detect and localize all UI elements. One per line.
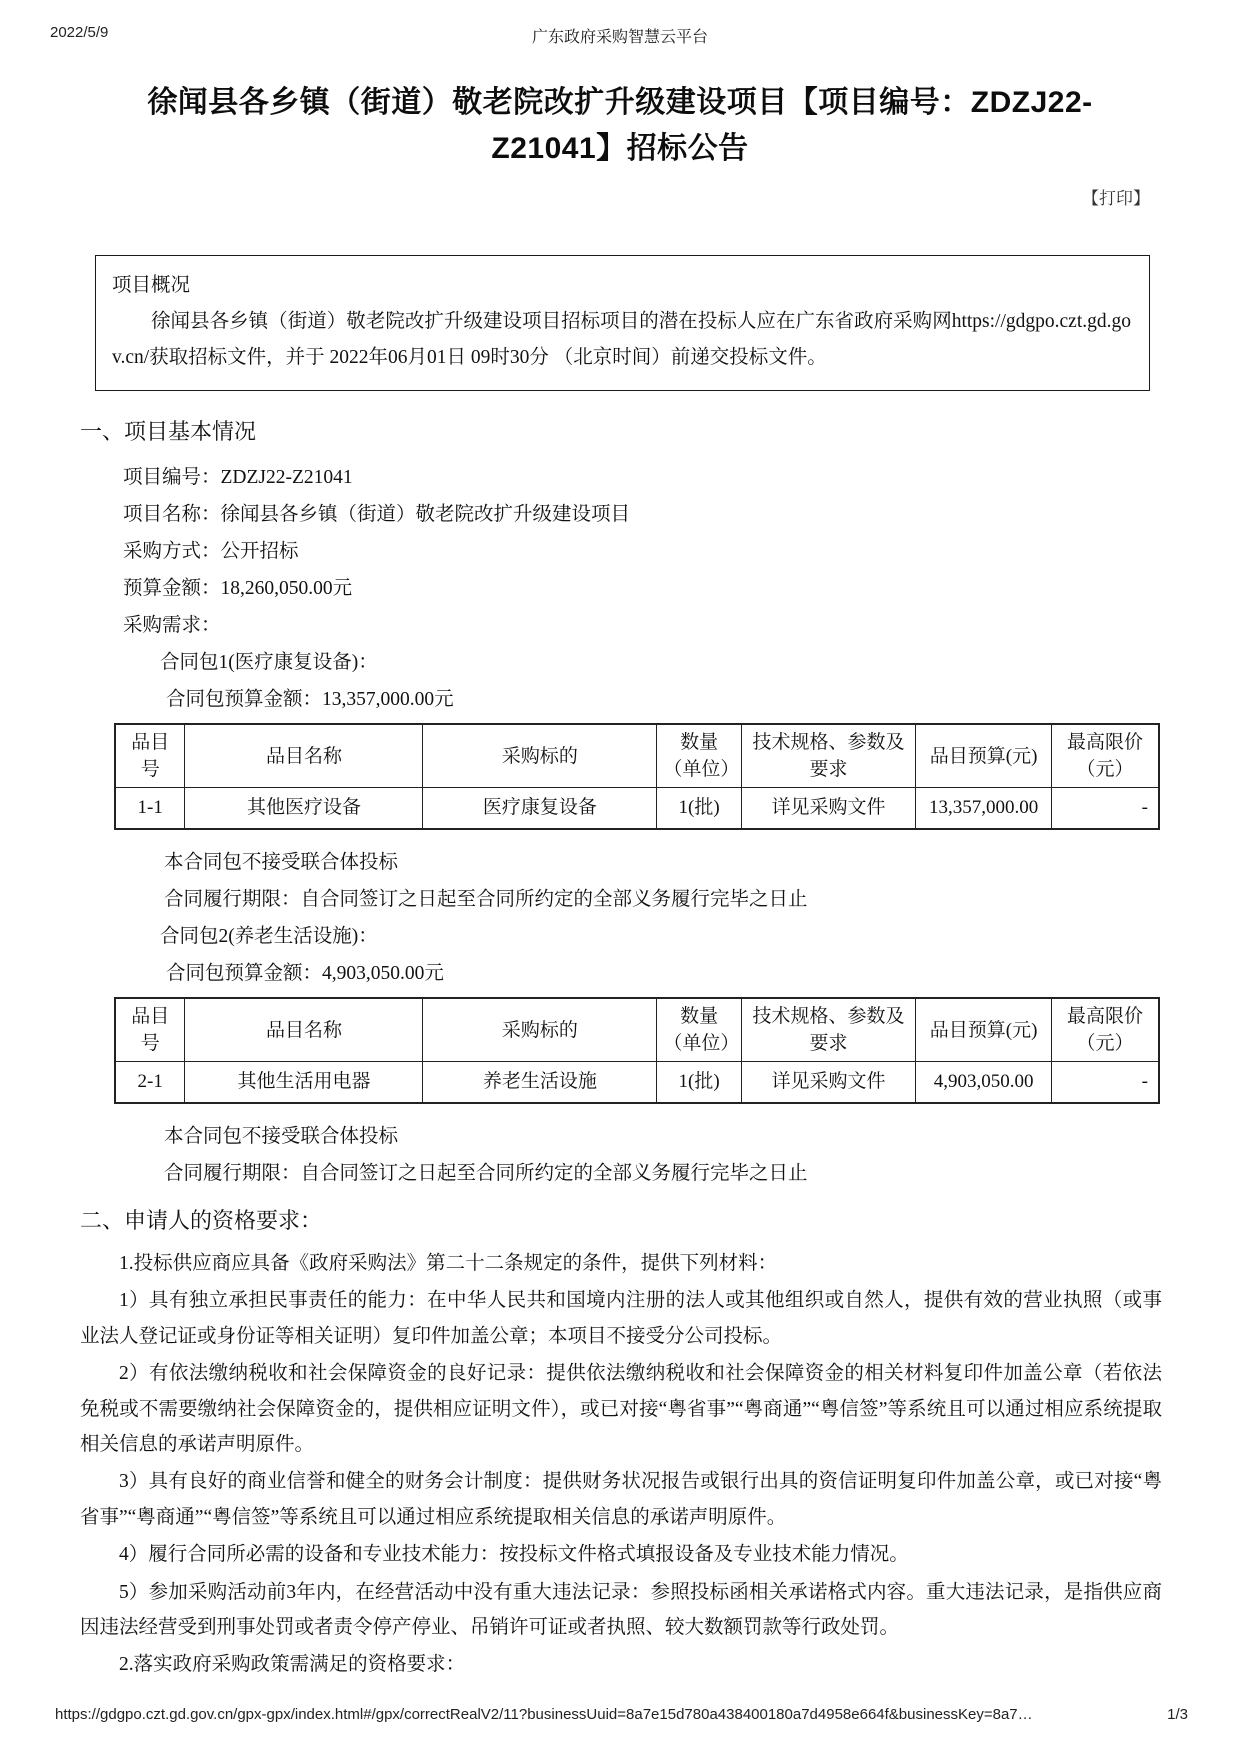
table-row <box>115 1062 1159 1104</box>
cell-procurement-target: 医疗康复设备 <box>423 788 657 830</box>
package-note-contract-term: 合同履行期限：自合同签订之日起至合同所约定的全部义务履行完毕之日止 <box>164 1163 808 1184</box>
col-item-budget: 品目预算(元) <box>916 998 1052 1062</box>
col-item-name: 品目名称 <box>185 998 423 1062</box>
cell-item-budget: 4,903,050.00 <box>916 1062 1052 1104</box>
col-item-budget: 品目预算(元) <box>916 724 1052 788</box>
package-2-budget: 合同包预算金额：4,903,050.00元 <box>166 963 444 984</box>
requirement-paragraph: 3）具有良好的商业信誉和健全的财务会计制度：提供财务状况报告或银行出具的资信证明复印件加盖公章，或已对接“粤省事”“粤商通”“粤信签”等系统且可以通过相应系统提取相关信息的承诺声明原件。 <box>80 1471 1162 1528</box>
col-max-price: 最高限价（元） <box>1051 998 1159 1062</box>
col-quantity: 数量（单位） <box>657 998 742 1062</box>
overview-text: 徐闻县各乡镇（街道）敬老院改扩升级建设项目招标项目的潜在投标人应在广东省政府采购网https://gdgpo.czt.gd.gov.cn/获取招标文件，并于 2022年06月01日 09时30分 （北京时间）前递交投标文件。 <box>112 311 1131 368</box>
requirement-paragraph: 1）具有独立承担民事责任的能力：在中华人民共和国境内注册的法人或其他组织或自然人，提供有效的营业执照（或事业法人登记证或身份证等相关证明）复印件加盖公章；本项目不接受分公司投标。 <box>80 1290 1162 1347</box>
print-row <box>0 184 1150 209</box>
col-quantity: 数量（单位） <box>657 724 742 788</box>
col-procurement-target: 采购标的 <box>423 998 657 1062</box>
cell-tech-spec: 详见采购文件 <box>741 1062 915 1104</box>
print-button[interactable]: 【打印】 <box>1082 189 1150 208</box>
table-row <box>115 788 1159 830</box>
col-item-name: 品目名称 <box>185 724 423 788</box>
col-tech-spec: 技术规格、参数及要求 <box>741 998 915 1062</box>
section-2-heading: 二、申请人的资格要求： <box>80 1208 323 1233</box>
requirement-paragraph: 4）履行合同所必需的设备和专业技术能力：按投标文件格式填报设备及专业技术能力情况。 <box>119 1544 909 1566</box>
cell-item-no: 1-1 <box>115 788 185 830</box>
project-overview-box <box>95 255 1150 391</box>
package-note-consortium: 本合同包不接受联合体投标 <box>164 1126 399 1147</box>
package-2-name: 合同包2(养老生活设施)： <box>160 926 378 947</box>
requirement-paragraph: 2.落实政府采购政策需满足的资格要求： <box>119 1654 466 1676</box>
field-project-name: 项目名称：徐闻县各乡镇（街道）敬老院改扩升级建设项目 <box>123 504 631 525</box>
qualification-requirements <box>80 1246 1162 1683</box>
package-1-items-table <box>114 723 1160 830</box>
field-project-number: 项目编号：ZDZJ22-Z21041 <box>123 467 353 488</box>
field-procurement-demand: 采购需求： <box>123 615 221 636</box>
package-note-contract-term: 合同履行期限：自合同签订之日起至合同所约定的全部义务履行完毕之日止 <box>164 889 808 910</box>
cell-quantity: 1(批) <box>657 788 742 830</box>
cell-item-no: 2-1 <box>115 1062 185 1104</box>
requirement-paragraph: 5）参加采购活动前3年内，在经营活动中没有重大违法记录：参照投标函相关承诺格式内容。重大违法记录，是指供应商因违法经营受到刑事处罚或者责令停产停业、吊销许可证或者执照、较大数额罚款等行政处罚。 <box>80 1581 1162 1639</box>
table-header-row <box>115 998 1159 1062</box>
col-procurement-target: 采购标的 <box>423 724 657 788</box>
table-header-row <box>115 724 1159 788</box>
package-2-notes <box>0 1118 1240 1192</box>
col-max-price: 最高限价（元） <box>1051 724 1159 788</box>
cell-item-budget: 13,357,000.00 <box>916 788 1052 830</box>
section-1-heading: 一、项目基本情况 <box>80 419 257 444</box>
field-budget-amount: 预算金额：18,260,050.00元 <box>123 578 353 599</box>
package-1-name: 合同包1(医疗康复设备)： <box>160 652 378 673</box>
print-date: 2022/5/9 <box>50 24 109 41</box>
page-title: 徐闻县各乡镇（街道）敬老院改扩升级建设项目【项目编号：ZDZJ22-Z21041】招标公告 <box>147 86 1093 165</box>
col-item-no: 品目号 <box>115 724 185 788</box>
cell-max-price: - <box>1051 1062 1159 1104</box>
footer-url: https://gdgpo.czt.gd.gov.cn/gpx-gpx/index.html#/gpx/correctRealV2/11?businessUuid=8a7e15d780a438400180a7d4958e664f&businessKey=8a7… <box>55 1706 1033 1723</box>
package-1-budget: 合同包预算金额：13,357,000.00元 <box>166 689 454 710</box>
field-procurement-method: 采购方式：公开招标 <box>123 541 299 562</box>
col-item-no: 品目号 <box>115 998 185 1062</box>
cell-tech-spec: 详见采购文件 <box>741 788 915 830</box>
col-tech-spec: 技术规格、参数及要求 <box>741 724 915 788</box>
site-title: 广东政府采购智慧云平台 <box>531 29 708 46</box>
cell-procurement-target: 养老生活设施 <box>423 1062 657 1104</box>
print-footer <box>0 1706 1240 1726</box>
requirement-paragraph: 1.投标供应商应具备《政府采购法》第二十二条规定的条件，提供下列材料： <box>119 1253 778 1274</box>
requirement-paragraph: 2）有依法缴纳税收和社会保障资金的良好记录：提供依法缴纳税收和社会保障资金的相关材料复印件加盖公章（若依法免税或不需要缴纳社会保障资金的，提供相应证明文件），或已对接“粤省事”“粤商通”“粤信签”等系统且可以通过相应系统提取相关信息的承诺声明原件。 <box>80 1363 1162 1456</box>
project-fields <box>0 459 1240 644</box>
overview-heading: 项目概况 <box>112 275 191 296</box>
page-number: 1/3 <box>1167 1706 1188 1723</box>
cell-item-name: 其他医疗设备 <box>185 788 423 830</box>
package-1-notes <box>0 844 1240 918</box>
print-header <box>0 0 1240 46</box>
package-2-items-table <box>114 997 1160 1104</box>
cell-quantity: 1(批) <box>657 1062 742 1104</box>
package-note-consortium: 本合同包不接受联合体投标 <box>164 852 399 873</box>
cell-item-name: 其他生活用电器 <box>185 1062 423 1104</box>
cell-max-price: - <box>1051 788 1159 830</box>
